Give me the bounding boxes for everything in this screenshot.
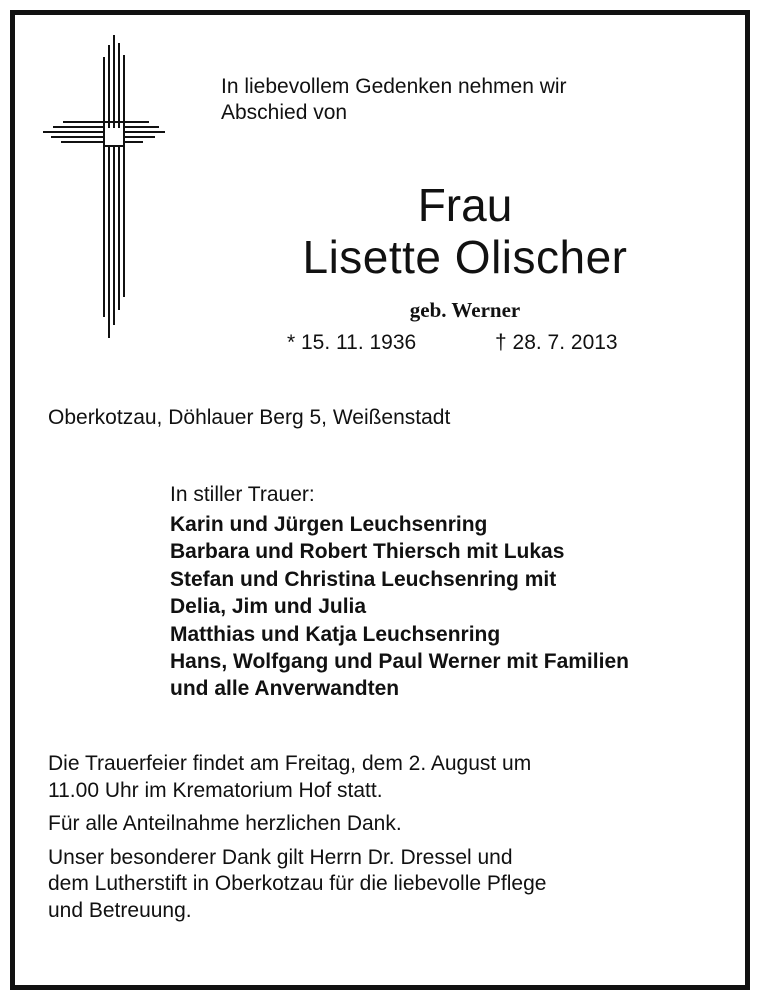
maiden-name: geb. Werner bbox=[409, 298, 521, 322]
funeral-line-1: Die Trauerfeier findet am Freitag, dem 2. August um bbox=[48, 752, 532, 775]
intro-line-2: Abschied von bbox=[221, 101, 348, 124]
mourner-line: Matthias und Katja Leuchsenring bbox=[170, 622, 501, 646]
mourner-line: Stefan und Christina Leuchsenring mit bbox=[170, 567, 557, 591]
mourner-line: und alle Anverwandten bbox=[170, 677, 400, 701]
address: Oberkotzau, Döhlauer Berg 5, Weißenstadt bbox=[48, 406, 451, 429]
deceased-name: Lisette Olischer bbox=[302, 231, 628, 283]
mourner-line: Barbara und Robert Thiersch mit Lukas bbox=[170, 540, 565, 564]
mourners-label: In stiller Trauer: bbox=[170, 483, 315, 506]
special-thanks bbox=[48, 845, 698, 925]
mourner-line: Karin und Jürgen Leuchsenring bbox=[170, 513, 488, 536]
death-date: † 28. 7. 2013 bbox=[495, 331, 618, 354]
special-thanks-line-2: dem Lutherstift in Oberkotzau für die liebevolle Pflege bbox=[48, 872, 547, 895]
salutation: Frau bbox=[417, 179, 513, 231]
service-info bbox=[48, 751, 698, 931]
mourner-line: Delia, Jim und Julia bbox=[170, 595, 367, 619]
funeral-announcement bbox=[48, 751, 698, 804]
thanks-line: Für alle Anteilnahme herzlichen Dank. bbox=[48, 812, 402, 835]
mourner-line: Hans, Wolfgang und Paul Werner mit Familien bbox=[170, 650, 629, 674]
cross-icon bbox=[43, 35, 165, 338]
birth-date: * 15. 11. 1936 bbox=[287, 331, 417, 354]
mourners-block bbox=[170, 481, 740, 703]
intro-line-1: In liebevollem Gedenken nehmen wir bbox=[221, 75, 567, 98]
special-thanks-line-3: und Betreuung. bbox=[48, 898, 192, 922]
funeral-line-2: 11.00 Uhr im Krematorium Hof statt. bbox=[48, 778, 383, 802]
special-thanks-line-1: Unser besonderer Dank gilt Herrn Dr. Dressel und bbox=[48, 845, 513, 869]
intro-text bbox=[221, 74, 641, 126]
deceased-name-block bbox=[265, 180, 665, 284]
